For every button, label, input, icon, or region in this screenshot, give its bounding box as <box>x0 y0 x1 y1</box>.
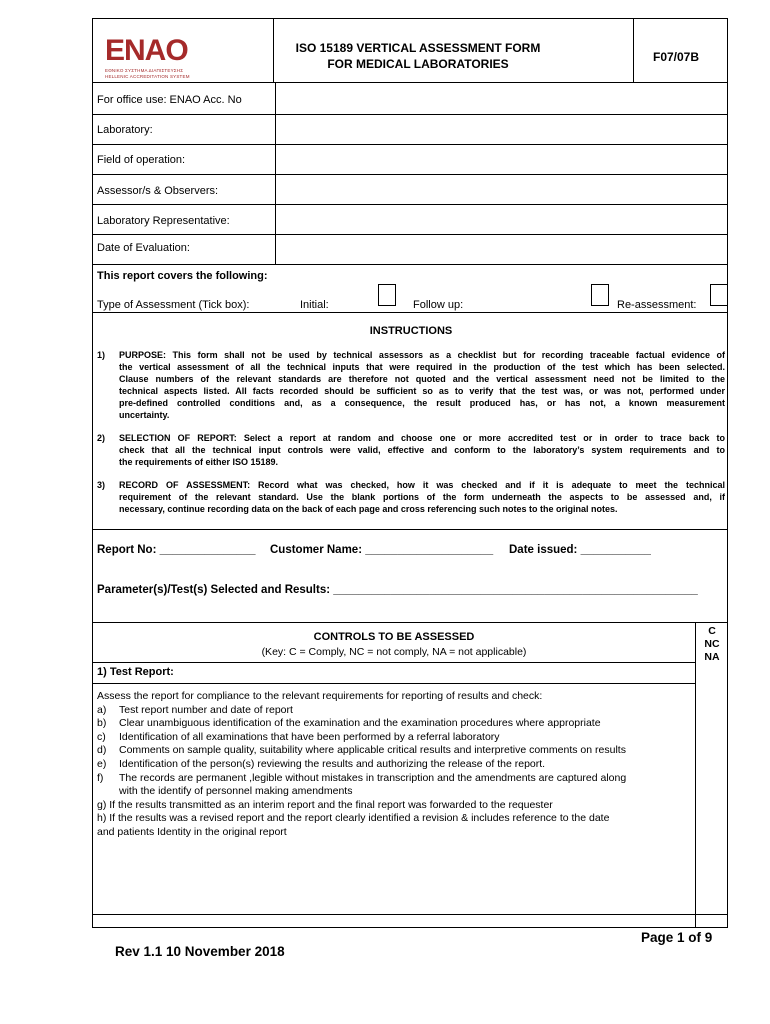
initial-label: Initial: <box>300 299 329 311</box>
divider <box>93 82 727 83</box>
instruction-line: check that all the technical input controls were valid, effective and conform to the laboratory’s system requirements and to <box>119 444 725 455</box>
office-use-label: For office use: ENAO Acc. No <box>97 94 242 106</box>
section-test-report: 1) Test Report: <box>97 666 174 678</box>
instruction-line: pre-defined controlled conditions and, as a consequence, the result produced has, or has not, a known measurement <box>119 397 725 408</box>
form-title-line2: FOR MEDICAL LABORATORIES <box>327 57 509 71</box>
report-no-field[interactable]: Report No: _______________ <box>97 544 256 556</box>
instruction-line: necessary, continue recording data on the back of each page and cross referencing such notes to the original notes. <box>119 503 618 514</box>
divider <box>695 622 696 927</box>
instruction-line: PURPOSE: This form shall not be used by technical assessors as a checklist but for recording traceable factual evidence of <box>119 350 725 360</box>
enao-logo <box>105 36 215 82</box>
item-letter: c) <box>97 730 106 743</box>
divider <box>93 114 727 115</box>
item-letter: d) <box>97 744 107 757</box>
assessment-form <box>92 18 728 928</box>
divider <box>93 144 727 145</box>
checklist-item: g) If the results transmitted as an interim report and the final report was forwarded to the requester <box>97 798 553 811</box>
form-title-line1: ISO 15189 VERTICAL ASSESSMENT FORM <box>295 41 541 55</box>
instruction-number: 3) <box>97 480 106 490</box>
form-code: F07/07B <box>653 50 700 64</box>
checklist-item-continuation: with the identify of personnel making amendments <box>119 785 353 798</box>
instruction-line: SELECTION OF REPORT: Select a report at random and choose one or more accredited test or in order to trace back to <box>119 433 725 443</box>
divider <box>93 234 727 235</box>
page-number: Page 1 of 9 <box>641 930 713 945</box>
checklist-item <box>97 717 626 731</box>
divider <box>93 914 727 915</box>
instruction-line: RECORD OF ASSESSMENT: Record what was checked, how it was checked and if it is adequate to meet the technical <box>119 480 725 490</box>
divider <box>93 683 695 684</box>
item-text: Identification of all examinations that have been performed by a referral laboratory <box>119 730 500 743</box>
instruction-line: technical aspects listed. All facts recorded should be sufficient so as to verify that the test was, or was not, performed under <box>119 385 725 396</box>
instruction-line: Clause numbers of the relevant standards are therefore not quoted and the vertical assessment need not be limited to the <box>119 373 725 384</box>
laboratory-label: Laboratory: <box>97 124 153 136</box>
checklist-item <box>97 772 626 786</box>
divider <box>93 174 727 175</box>
parameters-field[interactable]: Parameter(s)/Test(s) Selected and Results: _________________________________________________________ <box>97 584 698 596</box>
reassessment-label: Re-assessment: <box>617 299 697 311</box>
instruction-number: 2) <box>97 433 106 443</box>
comply-column-header: C <box>708 625 716 637</box>
item-text: Test report number and date of report <box>119 703 293 716</box>
checklist-item <box>97 731 626 745</box>
revision-label: Rev 1.1 10 November 2018 <box>115 944 285 959</box>
divider <box>93 312 727 313</box>
field-of-operation-label: Field of operation: <box>97 154 186 166</box>
instruction-line: the requirements of either ISO 15189. <box>119 456 279 467</box>
divider <box>93 662 695 663</box>
instruction-line: requirement of the relevant standard. Use the blank portions of the form underneath the aspects to be assessed and, if <box>119 491 725 502</box>
instructions-heading: INSTRUCTIONS <box>369 325 453 337</box>
divider <box>93 529 727 530</box>
checklist-intro: Assess the report for compliance to the relevant requirements for reporting of results and check: <box>97 690 543 702</box>
item-text: Identification of the person(s) reviewing the results and authorizing the release of the report. <box>119 757 546 770</box>
divider <box>275 82 276 264</box>
not-comply-column-header: NC <box>704 638 720 650</box>
checklist-item <box>97 758 626 772</box>
lab-representative-label: Laboratory Representative: <box>97 215 230 227</box>
customer-name-field[interactable]: Customer Name: ____________________ <box>270 544 494 556</box>
item-letter: f) <box>97 771 104 784</box>
checklist-item <box>97 704 626 718</box>
item-text: Clear unambiguous identification of the examination and the examination procedures where appropriate <box>119 717 601 730</box>
logo-wordmark: ENAO <box>105 34 188 67</box>
instruction-line: the vertical assessment of all the technical inputs that were required in the production of the test which has been selected. <box>119 361 725 372</box>
report-covers-heading: This report covers the following: <box>97 270 268 282</box>
reassessment-checkbox[interactable] <box>710 284 728 306</box>
item-text: The records are permanent ,legible without mistakes in transcription and the amendments are captured along <box>119 771 627 784</box>
date-issued-field[interactable]: Date issued: ___________ <box>509 544 651 556</box>
assessors-label: Assessor/s & Observers: <box>97 185 219 197</box>
checklist-item: h) If the results was a revised report and the report clearly identified a revision & includes reference to the date <box>97 812 610 825</box>
logo-tagline-english: HELLENIC ACCREDITATION SYSTEM <box>105 74 190 79</box>
not-applicable-column-header: NA <box>704 651 720 663</box>
controls-heading: CONTROLS TO BE ASSESSED <box>313 631 475 643</box>
controls-key: (Key: C = Comply, NC = not comply, NA = not applicable) <box>261 646 527 658</box>
logo-tagline-greek: ΕΘΝΙΚΟ ΣΥΣΤΗΜΑ ΔΙΑΠΙΣΤΕΥΣΗΣ <box>105 68 184 73</box>
controls-checklist <box>97 690 626 840</box>
divider <box>93 264 727 265</box>
divider <box>93 622 727 623</box>
item-letter: a) <box>97 703 107 716</box>
assessment-type-label: Type of Assessment (Tick box): <box>97 299 250 311</box>
instruction-line: uncertainty. <box>119 409 170 420</box>
divider <box>633 19 634 82</box>
divider <box>93 204 727 205</box>
instruction-number: 1) <box>97 350 106 360</box>
item-letter: e) <box>97 757 107 770</box>
date-of-evaluation-label: Date of Evaluation: <box>97 242 190 254</box>
follow-up-checkbox[interactable] <box>591 284 609 306</box>
initial-checkbox[interactable] <box>378 284 396 306</box>
checklist-item <box>97 744 626 758</box>
item-letter: b) <box>97 717 107 730</box>
item-text: Comments on sample quality, suitability where applicable critical results and interpretive comments on results <box>119 744 626 757</box>
follow-up-label: Follow up: <box>413 299 464 311</box>
checklist-item-continuation: and patients Identity in the original report <box>97 825 287 838</box>
